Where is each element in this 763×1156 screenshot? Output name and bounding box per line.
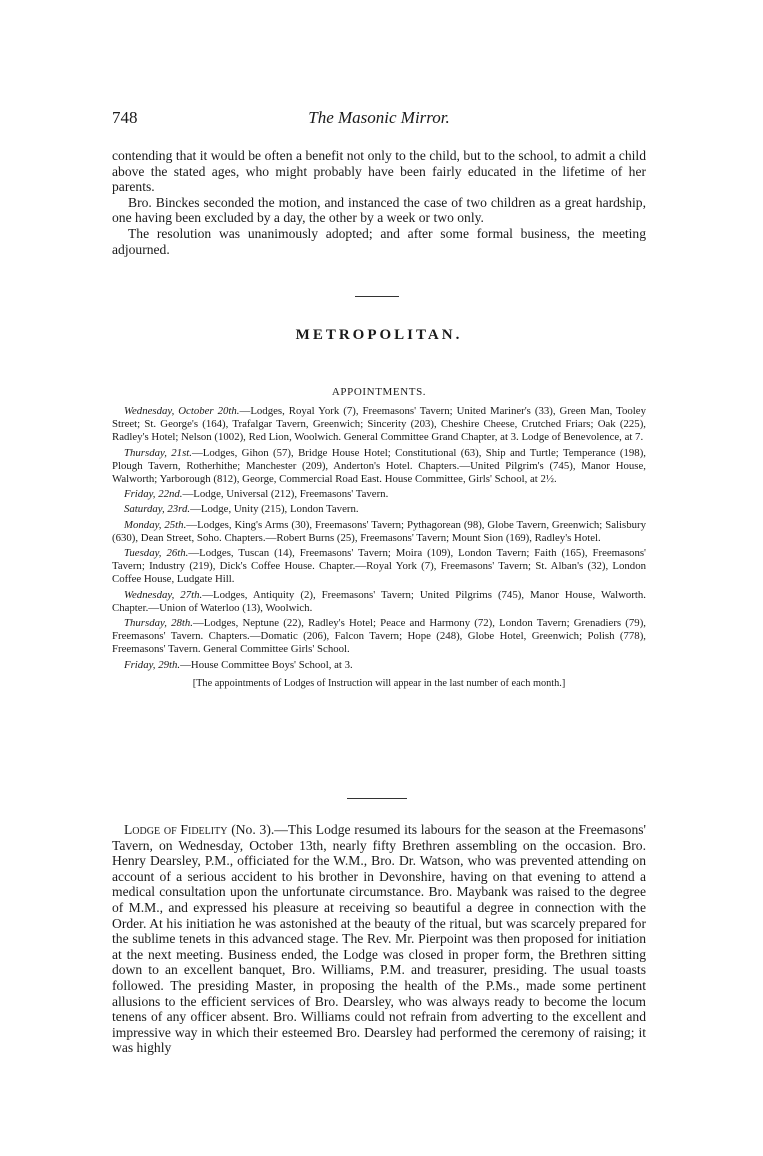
lodge-report bbox=[112, 822, 646, 1056]
appointment-entry bbox=[112, 519, 646, 545]
appointment-entry bbox=[112, 405, 646, 445]
appointments-note: [The appointments of Lodges of Instruction will appear in the last number of each month.] bbox=[192, 677, 566, 689]
appointments-title: APPOINTMENTS. bbox=[331, 386, 427, 398]
appointment-text: —House Committee Boys' School, at 3. bbox=[180, 658, 353, 671]
running-title: The Masonic Mirror. bbox=[308, 108, 450, 127]
appointment-day: Friday, 22nd. bbox=[124, 488, 183, 501]
appointment-entry bbox=[112, 488, 646, 501]
appointment-day: Monday, 25th. bbox=[124, 518, 187, 531]
appointment-text: —Lodges, Gihon (57), Bridge House Hotel; Constitutional (63), Ship and Turtle; Temperance (198), Plough Tavern, Rotherhithe; Manchester (209), Anderton's Hotel. Chapters.—United Pilgrim's (745), Manor House, Walworth; Yarborough (812), George, Commercial Road East. House Committee, Girls' School, at 2½. bbox=[112, 446, 646, 486]
appointment-entry bbox=[112, 589, 646, 615]
lodge-report-heading: Lodge of Fidelity bbox=[124, 822, 228, 837]
section-divider bbox=[347, 798, 407, 799]
appointment-text: —Lodge, Unity (215), London Tavern. bbox=[190, 503, 359, 516]
appointment-entry bbox=[112, 617, 646, 657]
page-number: 748 bbox=[112, 108, 138, 127]
appointment-text: —Lodges, Neptune (22), Radley's Hotel; Peace and Harmony (72), London Tavern; Grenadiers (79), Freemasons' Tavern. Chapters.—Domatic (206), Falcon Tavern; Hope (248), Globe Hotel, Greenwich; Polish (778), Freemasons' Tavern. General Committee Girls' School. bbox=[112, 617, 646, 656]
intro-paragraph: Bro. Binckes seconded the motion, and instanced the case of two children as a great hardship, one having been excluded by a day, the other by a week or two only. bbox=[112, 194, 646, 226]
appointment-text: —Lodges, Tuscan (14), Freemasons' Tavern; Moira (109), London Tavern; Faith (165), Freemasons' Tavern; Industry (219), Dick's Coffee House. Chapter.—Royal York (7), Freemasons' Tavern; St. Alban's (32), London Coffee House, Ludgate Hill. bbox=[112, 547, 646, 586]
appointment-day: Saturday, 23rd. bbox=[124, 503, 191, 516]
appointment-day: Thursday, 21st. bbox=[124, 446, 192, 459]
appointment-entry bbox=[112, 659, 646, 672]
section-title: METROPOLITAN. bbox=[295, 327, 463, 343]
appointment-entry bbox=[112, 547, 646, 587]
lodge-report-paragraph bbox=[112, 822, 646, 1056]
appointment-day: Wednesday, 27th. bbox=[124, 588, 203, 601]
appointment-day: Tuesday, 26th. bbox=[124, 547, 189, 560]
appointment-day: Thursday, 28th. bbox=[124, 617, 193, 630]
intro-paragraph: The resolution was unanimously adopted; and after some formal business, the meeting adjourned. bbox=[112, 225, 646, 257]
appointments-list bbox=[112, 405, 646, 700]
appointment-day: Wednesday, October 20th. bbox=[124, 405, 240, 417]
appointment-day: Friday, 29th. bbox=[124, 658, 181, 671]
appointment-text: —Lodges, King's Arms (30), Freemasons' Tavern; Pythagorean (98), Globe Tavern, Greenwich; Salisbury (630), Dean Street, Soho. Chapters.—Robert Burns (25), Freemasons' Tavern; Mount Sion (169), Radley's Hotel. bbox=[112, 518, 646, 544]
appointment-text: —Lodge, Universal (212), Freemasons' Tavern. bbox=[182, 488, 389, 501]
section-divider bbox=[355, 296, 399, 297]
appointment-text: —Lodges, Royal York (7), Freemasons' Tavern; United Mariner's (33), Green Man, Tooley Street; St. George's (164), Trafalgar Tavern, Greenwich; Sincerity (203), Cheshire Cheese, Crutched Friars; Oak (225), Radley's Hotel; Nelson (1002), Red Lion, Woolwich. General Committee Grand Chapter, at 3. Lodge of Benevolence, at 7. bbox=[112, 405, 646, 444]
intro-text bbox=[112, 148, 646, 257]
appointment-text: —Lodges, Antiquity (2), Freemasons' Tavern; United Pilgrims (745), Manor House, Walworth. Chapter.—Union of Waterloo (13), Woolwich. bbox=[112, 588, 647, 614]
appointment-entry bbox=[112, 447, 646, 487]
appointment-entry bbox=[112, 503, 646, 516]
lodge-report-text: (No. 3).—This Lodge resumed its labours for the season at the Freemasons' Tavern, on Wednesday, October 13th, nearly fifty Brethren assembling on the occasion. Bro. Henry Dearsley, P.M., officiated for the W.M., Bro. Dr. Watson, who was prevented attending on account of a serious accident to his brother in Devonshire, having on that evening to attend a medical consultation upon the unfortunate circumstance. Bro. Maybank was raised to the degree of M.M., and expressed his pleasure at receiving so beautiful a degree in connection with the Order. At his initiation he was astonished at the beauty of the ritual, but was scarcely prepared for the sublime tenets in this advanced stage. The Rev. Mr. Pierpoint was then proposed for initiation at the next meeting. Business ended, the Lodge was closed in proper form, the Brethren sitting down to an excellent banquet, Bro. Williams, P.M. and treasurer, presiding. The usual toasts followed. The presiding Master, in proposing the health of the P.Ms., made some pertinent allusions to the efficient services of Bro. Dearsley, who was always ready to become the locum tenens of any officer absent. Bro. Williams could not refrain from adverting to the excellent and impressive way in which their esteemed Bro. Dearsley had performed the ceremony of raising; it was highly bbox=[112, 822, 646, 1056]
intro-paragraph: contending that it would be often a benefit not only to the child, but to the school, to admit a child above the stated ages, who might probably have been fairly educated in the lifetime of her parents. bbox=[112, 148, 646, 195]
page-header bbox=[112, 108, 646, 132]
